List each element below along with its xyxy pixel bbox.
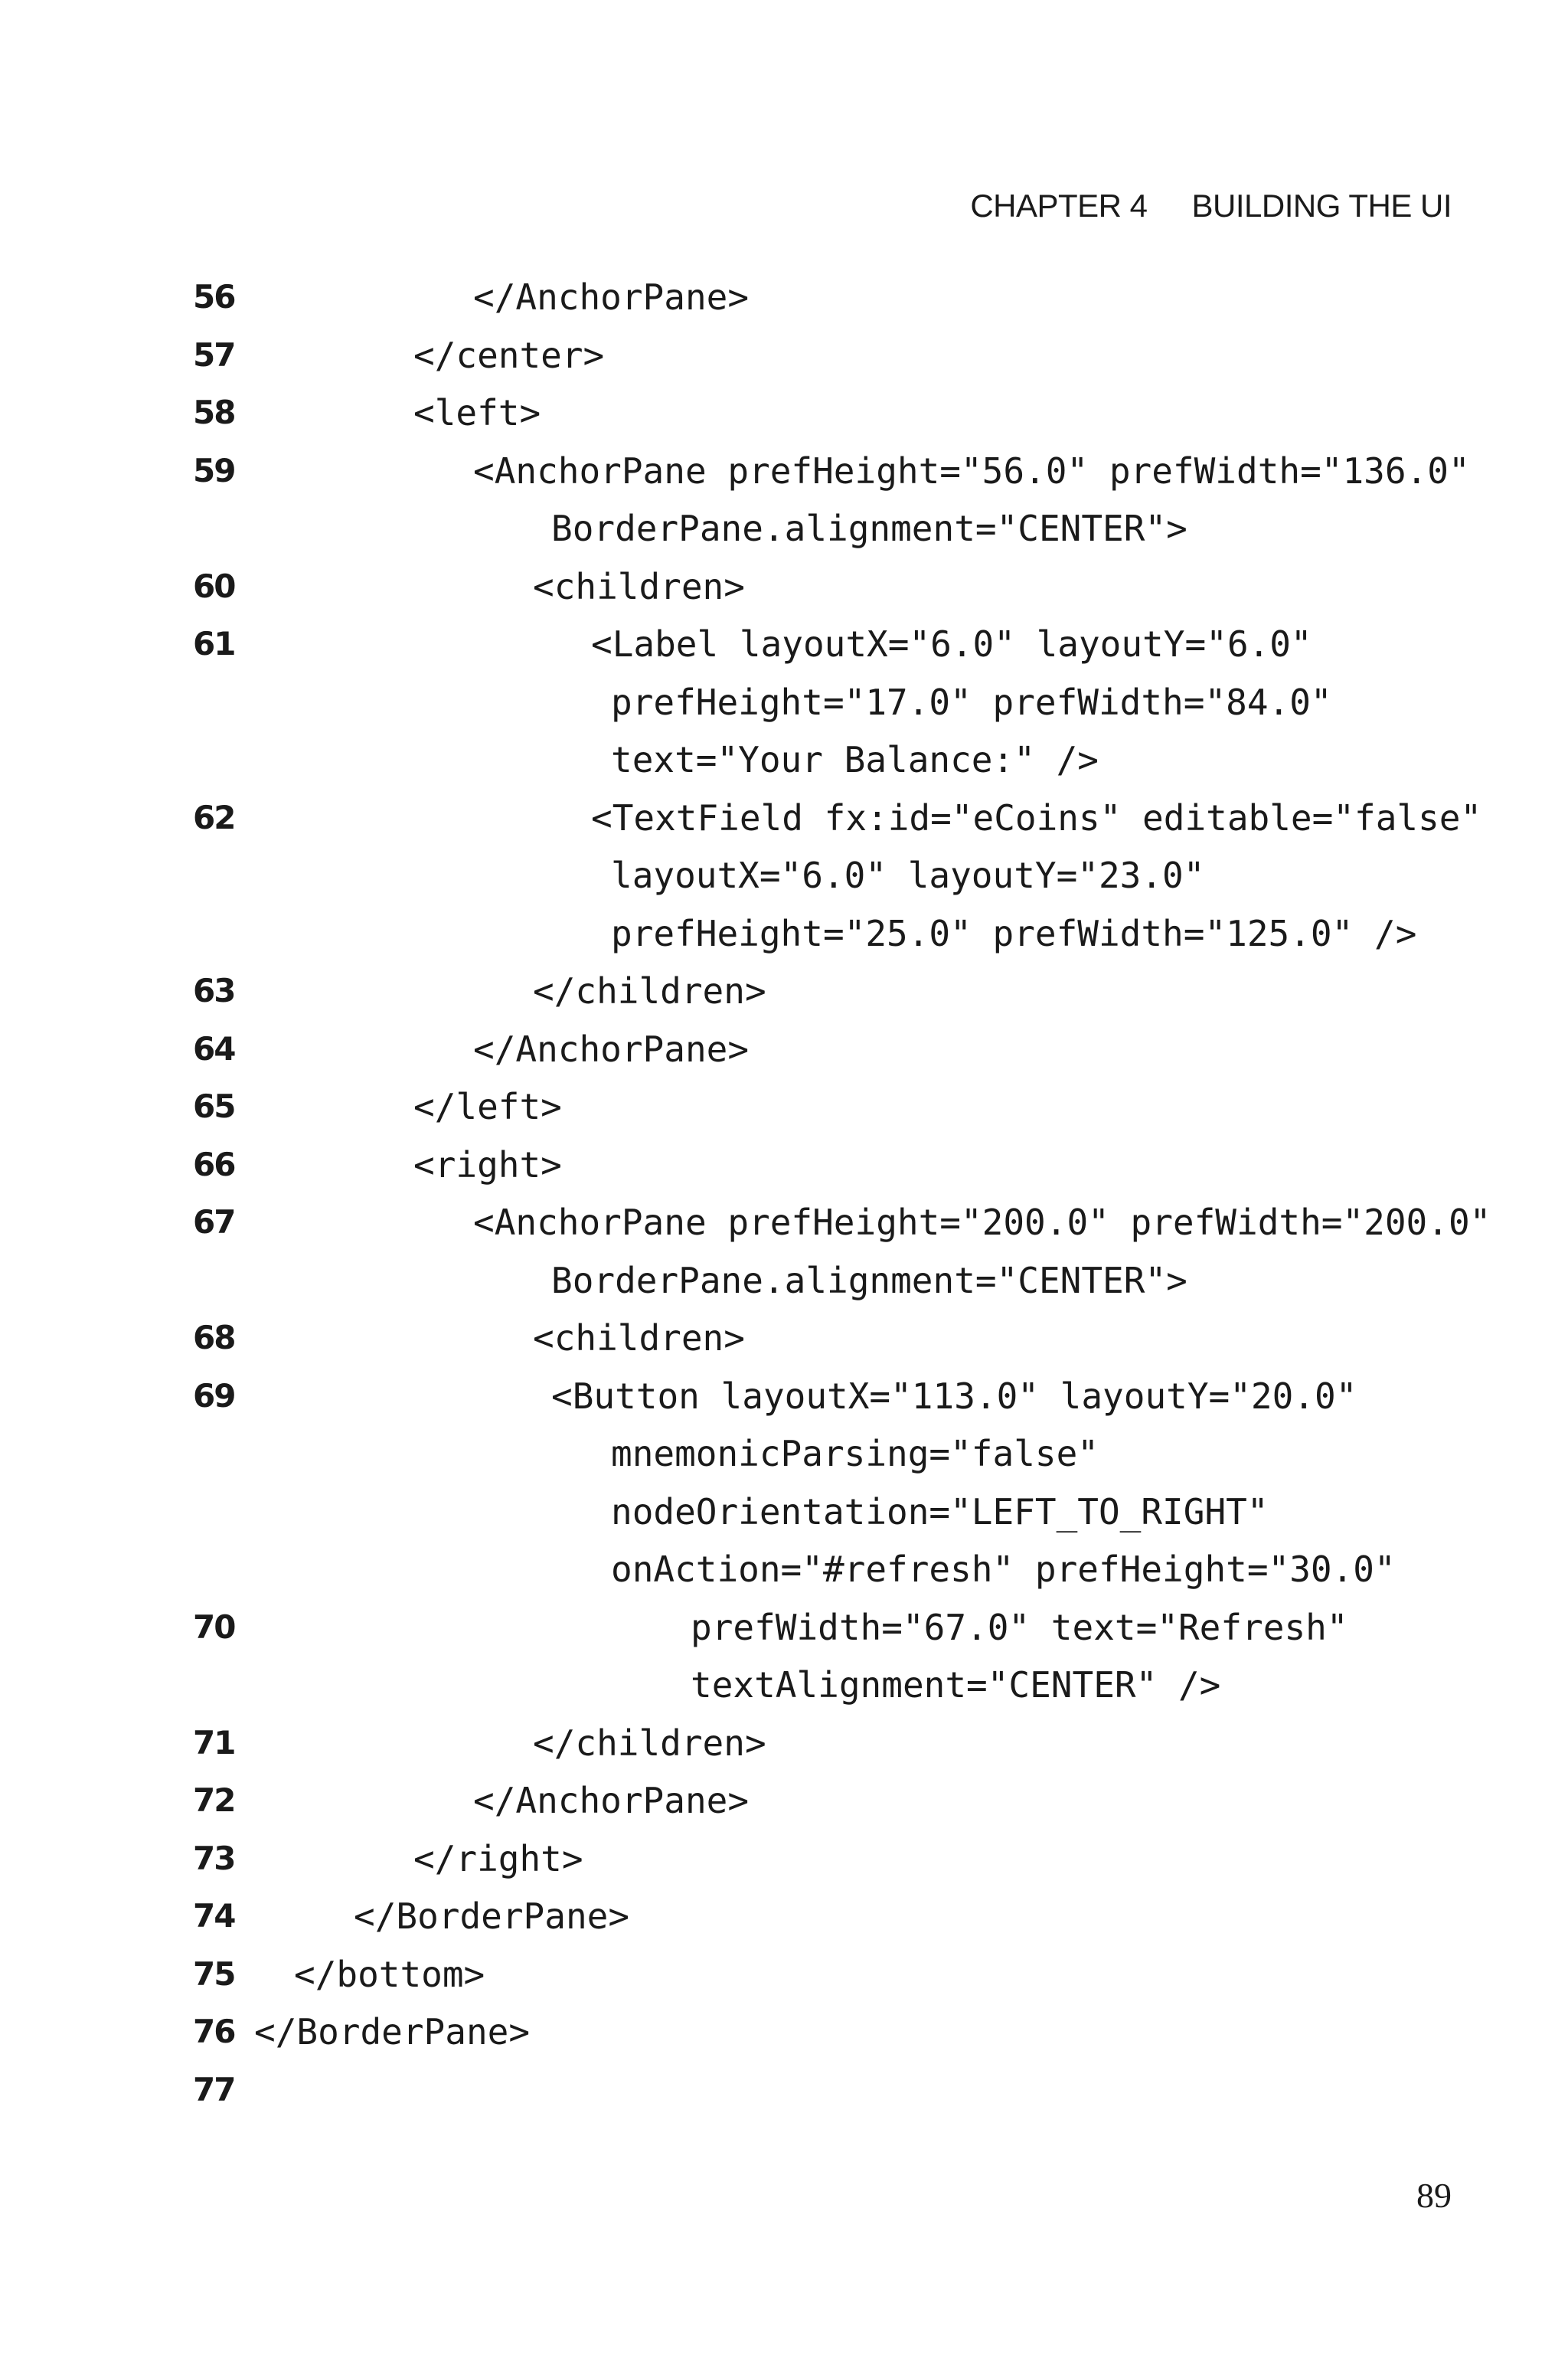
code-line xyxy=(0,615,1568,673)
code-line xyxy=(0,326,1568,384)
line-number: 58 xyxy=(193,394,235,431)
code-line xyxy=(0,904,1568,963)
code-text: BorderPane.alignment="CENTER"> xyxy=(551,508,1187,549)
code-text: </BorderPane> xyxy=(254,2011,531,2053)
code-text: <right> xyxy=(413,1143,562,1186)
code-line xyxy=(0,962,1568,1020)
line-number: 59 xyxy=(193,451,235,489)
line-number: 65 xyxy=(193,1088,235,1125)
line-number: 75 xyxy=(193,1954,235,1993)
page-number: 89 xyxy=(1416,2176,1452,2215)
code-text: prefHeight="17.0" prefWidth="84.0" xyxy=(611,681,1332,723)
code-text: </AnchorPane> xyxy=(473,1028,750,1070)
code-line xyxy=(0,268,1568,326)
line-number: 69 xyxy=(193,1376,235,1415)
code-text: </BorderPane> xyxy=(354,1896,630,1937)
code-line xyxy=(0,846,1568,904)
code-line xyxy=(0,1309,1568,1367)
code-line xyxy=(0,1425,1568,1483)
code-line xyxy=(0,1251,1568,1310)
line-number: 61 xyxy=(193,625,235,662)
code-line xyxy=(0,1945,1568,2003)
line-number: 66 xyxy=(193,1145,235,1183)
code-text: </right> xyxy=(413,1837,583,1879)
code-text: onAction="#refresh" prefHeight="30.0" xyxy=(611,1549,1396,1590)
line-number: 72 xyxy=(193,1781,235,1819)
code-line xyxy=(0,2061,1568,2119)
code-line xyxy=(0,1540,1568,1598)
line-number: 68 xyxy=(193,1319,235,1356)
code-line xyxy=(0,1193,1568,1251)
code-text: </center> xyxy=(413,334,605,376)
code-text: mnemonicParsing="false" xyxy=(611,1433,1099,1474)
code-text: textAlignment="CENTER" /> xyxy=(691,1664,1221,1706)
code-line xyxy=(0,1367,1568,1425)
line-number: 56 xyxy=(193,278,235,316)
code-text: </left> xyxy=(413,1086,562,1127)
code-line xyxy=(0,499,1568,558)
code-line xyxy=(0,1020,1568,1078)
code-text: layoutX="6.0" layoutY="23.0" xyxy=(611,855,1205,896)
code-line xyxy=(0,1771,1568,1830)
code-text: <children> xyxy=(533,565,745,607)
chapter-label: CHAPTER 4 xyxy=(970,188,1148,224)
code-text: <Label layoutX="6.0" layoutY="6.0" xyxy=(591,623,1312,665)
code-text: <AnchorPane prefHeight="200.0" prefWidth="200.0" xyxy=(473,1202,1491,1243)
code-text: </children> xyxy=(533,1722,766,1764)
line-number: 57 xyxy=(193,335,235,374)
code-line xyxy=(0,673,1568,731)
code-text: <children> xyxy=(533,1317,745,1359)
code-line xyxy=(0,558,1568,616)
code-text: BorderPane.alignment="CENTER"> xyxy=(551,1259,1187,1301)
line-number: 64 xyxy=(193,1029,235,1068)
line-number: 76 xyxy=(193,2013,235,2050)
code-text: prefWidth="67.0" text="Refresh" xyxy=(691,1606,1348,1648)
code-line xyxy=(0,384,1568,442)
code-text: </children> xyxy=(533,970,766,1012)
code-line xyxy=(0,789,1568,847)
code-text: text="Your Balance:" /> xyxy=(611,739,1099,780)
code-text: <left> xyxy=(413,392,541,433)
code-line xyxy=(0,442,1568,500)
code-line xyxy=(0,2003,1568,2061)
code-text: </bottom> xyxy=(294,1953,485,1995)
code-text: <Button layoutX="113.0" layoutY="20.0" xyxy=(551,1375,1357,1417)
line-number: 63 xyxy=(193,972,235,1009)
running-header xyxy=(970,188,1452,224)
code-line xyxy=(0,1136,1568,1194)
code-line xyxy=(0,1078,1568,1136)
code-line xyxy=(0,1656,1568,1714)
chapter-title: BUILDING THE UI xyxy=(1191,188,1452,224)
line-number: 71 xyxy=(193,1723,235,1761)
code-text: <AnchorPane prefHeight="56.0" prefWidth="136.0" xyxy=(473,450,1470,492)
code-line xyxy=(0,1714,1568,1772)
code-line xyxy=(0,1598,1568,1657)
line-number: 73 xyxy=(193,1839,235,1877)
line-number: 74 xyxy=(193,1897,235,1935)
code-text: </AnchorPane> xyxy=(473,1780,750,1821)
code-line xyxy=(0,731,1568,789)
code-text: prefHeight="25.0" prefWidth="125.0" /> xyxy=(611,912,1417,954)
line-number: 60 xyxy=(193,567,235,605)
line-number: 70 xyxy=(193,1608,235,1646)
line-number: 62 xyxy=(193,798,235,836)
code-line xyxy=(0,1887,1568,1945)
code-text: </AnchorPane> xyxy=(473,276,750,318)
line-number: 77 xyxy=(193,2070,235,2108)
code-line xyxy=(0,1830,1568,1888)
code-text: <TextField fx:id="eCoins" editable="false" xyxy=(591,796,1482,839)
code-text: nodeOrientation="LEFT_TO_RIGHT" xyxy=(611,1490,1269,1532)
code-line xyxy=(0,1483,1568,1541)
line-number: 67 xyxy=(193,1203,235,1241)
